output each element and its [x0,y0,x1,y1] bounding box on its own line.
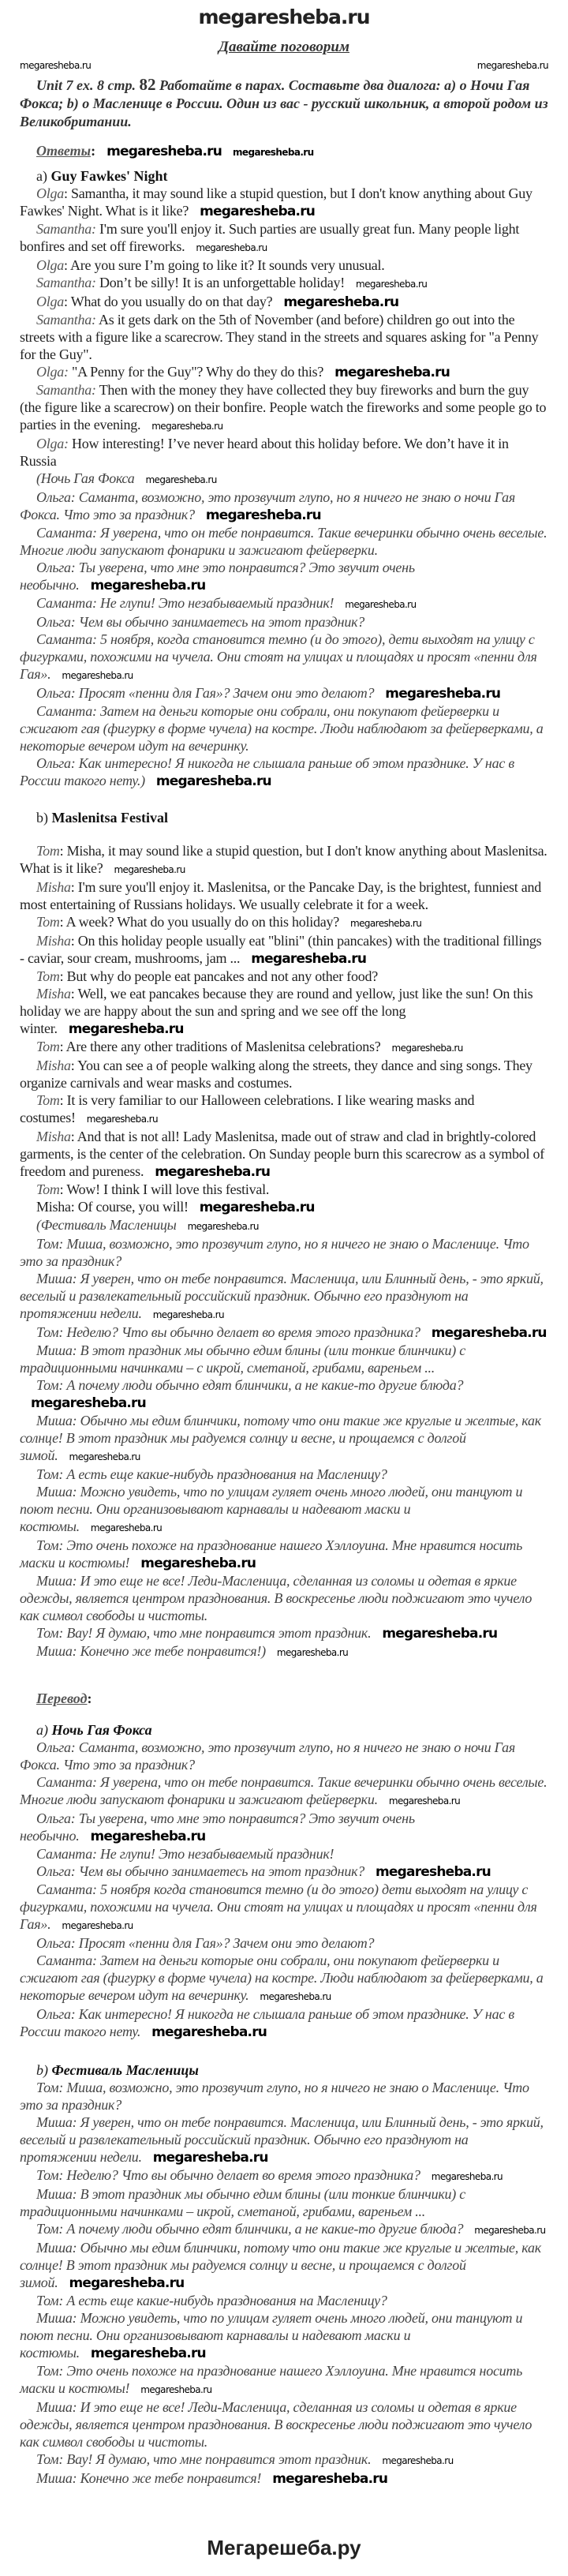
dialog-line: Tom: Misha, it may sound like a stupid question, but I don't know anything about Maslenitsa. What is it like? megaresheba.ru [20,843,547,876]
translation-line [20,1952,548,2005]
site-watermark: megaresheba.ru [196,242,267,253]
speaker-name: Samantha: [36,382,96,398]
line-text: Wow! I think I will love this festival. [66,1181,270,1197]
heading-text: Фестиваль Масленицы [51,2062,199,2078]
translation-line [20,1216,548,1235]
line-text: Are there any other traditions of Maslenitsa celebrations? [65,1039,381,1054]
line-text: Ольга: Как интересно! Я никогда не слышала раньше об этом празднике. У нас в России такого нету.) [20,755,514,788]
translation-line [20,631,548,684]
line-text: It is very familiar to our Halloween celebrations. I like wearing masks and costumes! [20,1092,475,1125]
site-watermark: megaresheba.ru [350,918,422,929]
line-text: You can see a of people walking along the streets, they dance and sing songs. They organize carnivals and wear masks and costumes. [20,1058,532,1091]
speaker-name: Tom [36,843,60,859]
translation-line [20,1845,548,1863]
speaker-name: Tom [36,1039,60,1054]
line-text: Don’t be silly! It is an unforgettable holiday! [99,275,346,290]
answers-label-text: Ответы [36,143,92,159]
site-watermark: megaresheba.ru [276,1647,349,1658]
site-watermark: megaresheba.ru [155,773,271,789]
site-watermark: megaresheba.ru [20,60,92,71]
dialog-line: Tom: A week? What do you usually do on this holiday? megaresheba.ru [36,914,422,930]
dialog-line [20,274,548,293]
line-text: Том: А почему люди обычно едят блинчики, а не какие-то другие блюда? [36,2221,464,2237]
site-watermark: megaresheba.ru [145,474,217,485]
speaker-name: Tom [36,1181,60,1197]
line-text: Том: Миша, возможно, это прозвучит глупо, но я ничего не знаю о Масленице. Что это за праздник? [20,1236,529,1269]
site-watermark: megaresheba.ru [68,1021,184,1037]
site-watermark: megaresheba.ru [140,1556,256,1571]
line-text: Саманта: Не глупи! Это незабываемый праздник! [36,1846,334,1862]
translation-line [20,684,548,702]
speaker-name: Samantha: [36,221,96,237]
dialog-line: Tom: But why do people eat pancakes and not any other food? [36,968,378,984]
speaker-name: Olga: [36,436,69,451]
line-text: Саманта: Я уверена, что он тебе понравится. Такие вечеринки обычно очень веселые. Многие люди запускают фонарики и зажигают фейерверки. [20,1774,547,1807]
speaker-name: Misha [36,1058,71,1073]
heading-prefix: b) [36,810,48,826]
line-text: As it gets dark on the 5th of November (and before) children go out into the streets with a figure like a scarecrow. They stand in the streets and squares asking for "a Penny for the Guy". [20,312,539,362]
site-watermark: megaresheba.ru [205,507,321,523]
heading-prefix: b) [36,2062,48,2078]
answers-label: Ответы: megaresheba.ru megaresheba.ru [36,143,314,159]
site-watermark: megaresheba.ru [152,1309,224,1320]
translation-label-text: Перевод [36,1690,88,1706]
site-watermark: megaresheba.ru [114,864,185,875]
line-text: Миша: Обычно мы едим блинчики, потому что они такие же круглые и желтые, как солнце! В этот праздник мы радуемся солнцу и весне, и прощаемся с долгой зимой. [20,2240,541,2290]
line-text: Миша: Можно увидеть, что по улицам гуляет очень много людей, они танцуют и поют песни. Они организовывают карнавалы и надевают маски и костюмы. [20,2310,523,2361]
dialog-line: Tom: Wow! I think I will love this festival. [36,1181,270,1197]
line-text: Том: Это очень похоже на празднование нашего Хэллоуина. Мне нравится носить маски и костюмы! [20,1537,523,1571]
site-watermark: megaresheba.ru [69,2275,185,2291]
site-watermark: megaresheba.ru [334,365,450,380]
dialog-line [20,381,548,435]
translation-line [20,1810,548,1845]
translation-line [20,2398,548,2451]
line-text: Миша: Можно увидеть, что по улицам гуляет очень много людей, они танцуют и поют песни. Они организовывают карнавалы и надевают маски и костюмы. [20,1484,523,1534]
speaker-name: Olga [36,185,64,201]
translation-line [20,559,548,594]
line-text: Саманта: Не глупи! Это незабываемый праздник! [36,595,334,611]
site-watermark: megaresheba.ru [199,1200,315,1215]
site-footer-logo: Мегарешеба.ру [207,2536,361,2559]
speaker-name: Olga [36,294,64,309]
translation-line [20,2469,548,2488]
section-heading-guy-fawkes [20,167,548,185]
line-text: Ольга: Просят «пенни для Гая»? Зачем они это делают? [36,685,375,701]
translation-line [20,2166,548,2185]
line-text: Миша: Конечно же тебе понравится!) [36,1643,266,1659]
heading-text: Guy Fawkes' Night [50,168,168,184]
translation-line [20,613,548,631]
page-title: Давайте поговорим [218,39,350,55]
line-text: A week? What do you usually do on this holiday? [65,914,340,930]
translation-line [20,594,548,613]
translation-line [20,2309,548,2362]
translation-line [20,1376,548,1412]
translation-line [20,1412,548,1466]
translation-line [20,1483,548,1537]
line-text: Миша: Обычно мы едим блинчики, потому что они такие же круглые и желтые, как солнце! В этот праздник мы радуемся солнцу и весне, и прощаемся с долгой зимой. [20,1413,541,1463]
site-watermark: megaresheba.ru [251,951,367,967]
line-text: Том: Вау! Я думаю, что мне понравится этот праздник. [36,1625,372,1641]
translation-line [20,1739,548,1773]
dialog-line [20,311,548,363]
translation-line [20,1881,548,1934]
site-watermark: megaresheba.ru [474,2225,546,2236]
site-watermark: megaresheba.ru [62,1920,133,1931]
document-body [20,142,548,2488]
translation-line [20,1934,548,1952]
line-text: Том: А есть еще какие-нибудь празднования на Масленицу? [36,1466,387,1482]
site-watermark: megaresheba.ru [86,1114,158,1125]
line-text: Ольга: Чем вы обычно занимаетесь на этот праздник? [36,614,365,630]
line-text: Саманта: Затем на деньги которые они собрали, они покупают фейерверки и сжигают гая (фигурку в форме чучела) на костре. Люди наблюдают за фейерверками, а некоторые вечером идут на вечеринку. [20,1953,544,2003]
site-watermark: megaresheba.ru [90,1522,163,1533]
site-watermark: megaresheba.ru [152,2150,268,2166]
line-text: Том: Вау! Я думаю, что мне понравится этот праздник. [36,2451,372,2467]
site-watermark: megaresheba.ru [376,1864,491,1880]
line-text: Том: Миша, возможно, это прозвучит глупо, но я ничего не знаю о Масленице. Что это за праздник? [20,2080,529,2113]
dialog-line: Misha: You can see a of people walking along the streets, they dance and sing songs. They organize carnivals and wear masks and costumes. [20,1058,532,1091]
translation-line [20,1342,548,1376]
site-watermark: megaresheba.ru [260,1991,331,2002]
speaker-name: Tom [36,968,60,984]
line-text: Том: А почему люди обычно едят блинчики, а не какие-то другие блюда? [36,1377,464,1393]
translation-label: Перевод: [36,1690,92,1706]
dialog-line: Olga: Are you sure I’m going to like it? It sounds very unusual. [36,257,385,273]
translation-line [20,2114,548,2166]
line-text: Миша: Конечно же тебе понравится! [36,2470,262,2486]
site-watermark: megaresheba.ru [187,1221,259,1232]
dialog-line: Misha: On this holiday people usually eat "blini" (thin pancakes) with the traditional fillings - caviar, sour cream, mushrooms, jam ... megaresheba.ru [20,933,542,967]
task-page-number: 82 [139,75,156,94]
line-text: Саманта: Я уверена, что он тебе понравится. Такие вечеринки обычно очень веселые. Многие люди запускают фонарики и зажигают фейерверки. [20,525,547,558]
dialog-line: Tom: Are there any other traditions of Maslenitsa celebrations? megaresheba.ru [36,1039,463,1054]
site-watermark: megaresheba.ru [431,2171,503,2182]
translation-line [20,1537,548,1572]
line-text: Ольга: Чем вы обычно занимаетесь на этот праздник? [36,1863,365,1879]
speaker-name: Samantha: [36,312,96,328]
translation-line [20,1624,548,1642]
translation-line [20,1270,548,1324]
line-text: "A Penny for the Guy"? Why do they do this? [72,364,324,380]
line-text: Ольга: Ты уверена, что мне это понравится? Это звучит очень необычно. [20,560,415,593]
line-text: Саманта: 5 ноября, когда становится темно (и до этого), дети выходят на улицу с фигурками, похожими на чучела. Они стоят на улицах и площадях и просят «пенни для Гая». [20,631,537,682]
translation-line [20,1324,548,1342]
line-text: Misha: Of course, you will! [36,1199,189,1215]
site-watermark: megaresheba.ru [345,599,417,610]
line-text: Миша: В этот праздник мы обычно едим блины (или тонкие блинчики) с традиционными начинками – икрой, сметаной, грибами, вареньем ... [20,2186,465,2219]
line-text: I'm sure you'll enjoy it. Such parties are usually great fun. Many people light bonfires and set off fireworks. [20,221,520,254]
site-watermark: megaresheba.ru [283,294,399,310]
speaker-name: Samantha: [36,275,96,290]
line-text: Are you sure I’m going to like it? It sounds very unusual. [70,257,385,273]
line-text: On this holiday people usually eat "blini" (thin pancakes) with the traditional fillings - caviar, sour cream, mushrooms, jam ... [20,933,542,966]
line-text: But why do people eat pancakes and not any other food? [66,968,378,984]
site-watermark: megaresheba.ru [385,686,501,702]
line-text: How interesting! I’ve never heard about this holiday before. We don’t have it in Russia [20,436,509,469]
translation-line [20,1863,548,1881]
line-text: Then with the money they have collected they buy fireworks and burn the guy (the figure like a scarecrow) on their bonfire. People watch the fireworks and some people go to parties in the evening. [20,382,547,432]
dialog-line: Misha: I'm sure you'll enjoy it. Maslenitsa, or the Pancake Day, is the brightest, funniest and most entertaining of Russians holidays. We usually celebrate it for a week. [20,879,541,912]
line-text: Миша: И это еще не все! Леди-Масленица, сделанная из соломы и одетая в яркие одежды, является центром празднования. В воскресенье люди поджигают это чучело как символ свободы и чистоты. [20,2399,532,2450]
site-watermark: megaresheba.ru [200,204,316,219]
translation-heading-a [20,1721,548,1739]
line-text: (Фестиваль Масленицы [36,1217,177,1233]
site-watermark: megaresheba.ru [233,147,314,158]
line-text: And that is not all! Lady Maslenitsa, made out of straw and clad in brightly-colored garments, is the center of the celebration. On Sunday people burn this scarecrow as a symbol of freedom and pureness. [20,1129,545,1179]
speaker-name: Misha [36,1129,71,1144]
translation-line [20,702,548,754]
task-prefix: Unit 7 ex. 8 стр. [36,77,136,93]
heading-prefix: a) [36,168,47,184]
task-text [20,76,548,131]
dialog-line: Misha: Well, we eat pancakes because they are round and yellow, just like the sun! On this holiday we are happy about the sun and spring and we see off the long winter. megaresheba.ru [20,986,533,1037]
site-watermark: megaresheba.ru [31,1395,146,1411]
line-text: Миша: Я уверен, что он тебе понравится. Масленица, или Блинный день, - это яркий, веселый и развлекательный российский праздник. Обычно его празднуют на протяжении недели. [20,1271,544,1321]
line-text: Миша: Я уверен, что он тебе понравится. Масленица, или Блинный день, - это яркий, веселый и развлекательный российский праздник. Обычно его празднуют на протяжении недели. [20,2114,544,2165]
site-watermark: megaresheba.ru [356,279,428,290]
speaker-name: Tom [36,914,60,930]
site-watermark: megaresheba.ru [106,144,222,159]
translation-line [20,1642,548,1661]
line-text: Миша: И это еще не все! Леди-Масленица, сделанная из соломы и одетая в яркие одежды, является центром празднования. В воскресенье люди поджигают это чучело как символ свободы и чистоты. [20,1573,532,1623]
translation-line [20,2362,548,2398]
line-text: I'm sure you'll enjoy it. Maslenitsa, or the Pancake Day, is the brightest, funniest and most entertaining of Russians holidays. We usually celebrate it for a week. [20,879,541,912]
site-watermark: megaresheba.ru [90,1829,206,1844]
heading-text: Maslenitsa Festival [51,810,168,826]
watermark-row [20,60,548,76]
site-watermark: megaresheba.ru [140,2384,212,2395]
heading-text: Ночь Гая Фокса [51,1722,152,1738]
translation-line [20,1572,548,1624]
translation-line [20,489,548,524]
site-watermark: megaresheba.ru [62,670,133,681]
site-watermark: megaresheba.ru [382,2455,454,2466]
site-watermark: megaresheba.ru [155,1164,271,1180]
translation-line [20,1466,548,1483]
translation-line [20,2292,548,2309]
site-watermark: megaresheba.ru [151,2024,267,2040]
translation-line [20,2005,548,2041]
site-watermark: megaresheba.ru [476,60,548,71]
dialog-line [20,363,548,381]
line-text: Том: Это очень похоже на празднование нашего Хэллоуина. Мне нравится носить маски и костюмы! [20,2363,523,2396]
speaker-name: Misha [36,986,71,1002]
line-text: What do you usually do on that day? [70,294,273,309]
line-text: Том: А есть еще какие-нибудь празднования на Масленицу? [36,2293,387,2308]
line-text: Ольга: Просят «пенни для Гая»? Зачем они это делают? [36,1935,375,1951]
speaker-name: Olga [36,257,64,273]
line-text: Миша: В этот праздник мы обычно едим блины (или тонкие блинчики) с традиционными начинками – с икрой, сметаной, грибами, вареньем ... [20,1342,465,1376]
dialog-line [20,435,548,470]
line-text: Том: Неделю? Что вы обычно делает во время этого праздника? [36,2167,420,2183]
line-text: Саманта: 5 ноября когда становится темно (и до этого) дети выходят на улицу с фигурками, похожими на чучела. Они стоят на улицах и площадях и просят «пенни для Гая». [20,1881,537,1932]
site-watermark-header: megaresheba.ru [198,6,370,28]
site-watermark: megaresheba.ru [151,421,223,432]
site-watermark: megaresheba.ru [382,1626,498,1642]
speaker-name: Olga: [36,364,69,380]
site-watermark: megaresheba.ru [391,1043,463,1054]
site-watermark: megaresheba.ru [90,2346,206,2361]
dialog-line: Olga: Samantha, it may sound like a stupid question, but I don't know anything about Guy Fawkes' Night. What is it like? megaresheba.ru [20,185,532,219]
speaker-name: Tom [36,1092,60,1108]
section-heading-maslenitsa [20,809,548,826]
site-watermark: megaresheba.ru [90,578,206,593]
translation-line [20,1235,548,1270]
line-text: Ольга: Саманта, возможно, это прозвучит глупо, но я ничего не знаю о ночи Гая Фокса. Что это за праздник? [20,1739,516,1773]
line-text: Ольга: Ты уверена, что мне это понравится? Это звучит очень необычно. [20,1810,415,1844]
speaker-name: Misha [36,933,71,949]
translation-line [20,2239,548,2292]
line-text: (Ночь Гая Фокса [36,470,135,486]
line-text: Саманта: Затем на деньги которые они собрали, они покупают фейерверки и сжигают гая (фигурку в форме чучела) на костре. Люди наблюдают за фейерверками, а некоторые вечером идут на вечеринку. [20,703,544,754]
site-watermark: megaresheba.ru [69,1451,140,1462]
site-watermark: megaresheba.ru [388,1795,461,1807]
speaker-name: Misha [36,879,71,895]
task-description: Работайте в парах. Составьте два диалога: а) о Ночи Гая Фокса; b) о Масленице в России. Один из вас - русский школьник, а второй родом из Великобритании. [20,77,548,129]
line-text: Том: Неделю? Что вы обычно делает во время этого праздника? [36,1324,420,1340]
dialog-line [20,1198,548,1216]
translation-line [20,2079,548,2114]
site-watermark: megaresheba.ru [431,1325,547,1341]
translation-line [20,2220,548,2239]
translation-line [20,1773,548,1810]
heading-prefix: а) [36,1722,48,1738]
translation-line [20,524,548,559]
line-text: Misha, it may sound like a stupid question, but I don't know anything about Maslenitsa. What is it like? [20,843,547,876]
dialog-line [20,220,548,256]
line-text: Well, we eat pancakes because they are round and yellow, just like the sun! On this holiday we are happy about the sun and spring and we see off the long winter. [20,986,533,1036]
translation-line [20,754,548,790]
dialog-line: Tom: It is very familiar to our Halloween celebrations. I like wearing masks and costumes! megaresheba.ru [20,1092,475,1125]
line-text: Samantha, it may sound like a stupid question, but I don't know anything about Guy Fawkes' Night. What is it like? [20,185,532,219]
translation-line [20,2451,548,2469]
dialog-line: Olga: What do you usually do on that day? megaresheba.ru [36,294,399,310]
dialog-line: Misha: And that is not all! Lady Maslenitsa, made out of straw and clad in brightly-colored garments, is the center of the celebration. On Sunday people burn this scarecrow as a symbol of freedom and pureness. megaresheba.ru [20,1129,545,1180]
translation-line [20,470,548,489]
translation-heading-b [20,2061,548,2079]
line-text: Ольга: Как интересно! Я никогда не слышала раньше об этом празднике. У нас в России такого нету. [20,2006,514,2039]
line-text: Ольга: Саманта, возможно, это прозвучит глупо, но я ничего не знаю о ночи Гая Фокса. Что это за праздник? [20,489,516,522]
site-watermark: megaresheba.ru [272,2471,388,2487]
translation-line [20,2185,548,2220]
